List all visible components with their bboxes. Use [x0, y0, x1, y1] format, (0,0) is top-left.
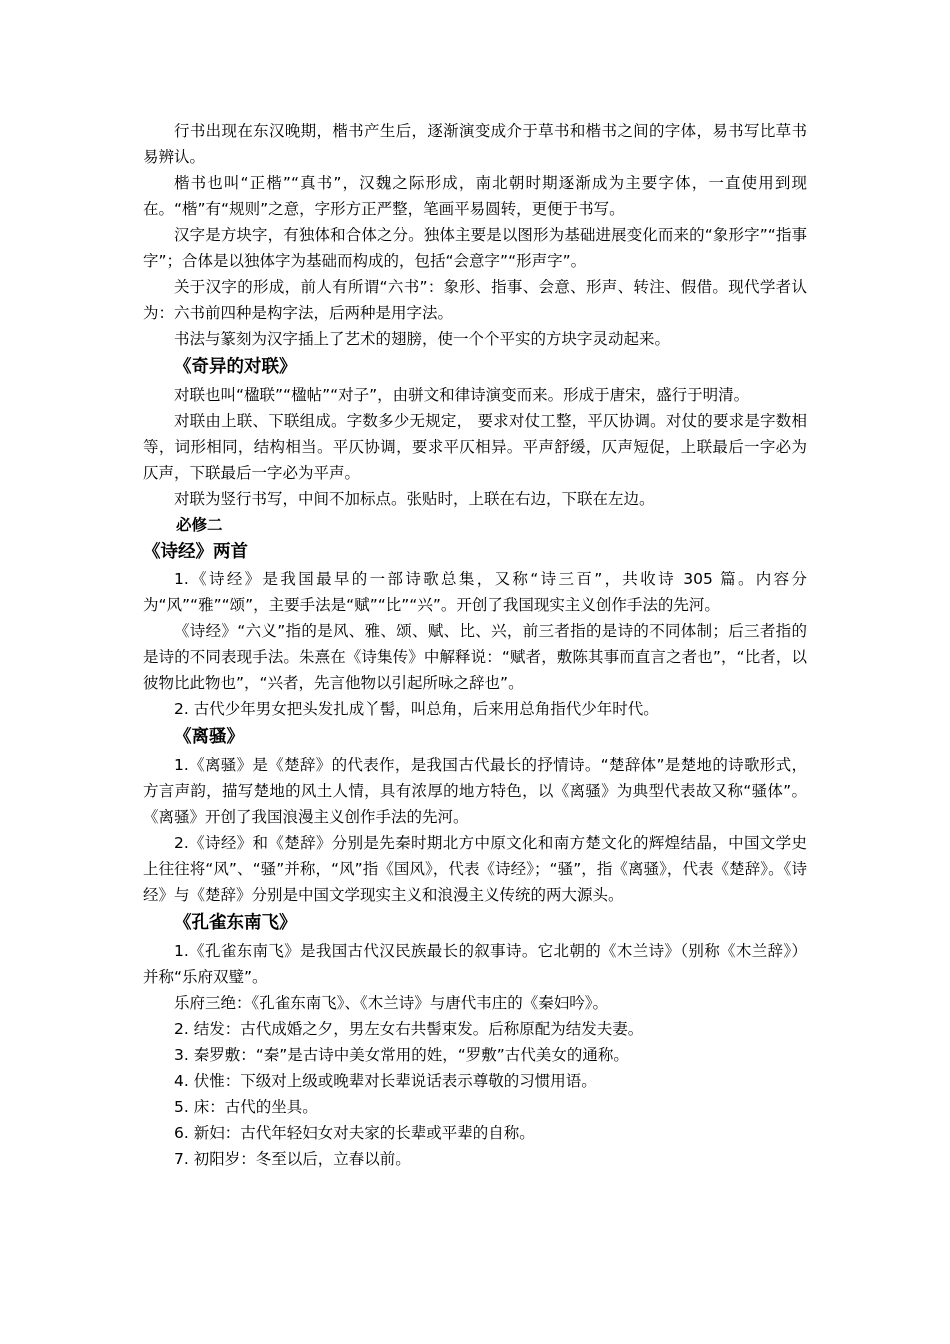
paragraph-fuwei: 4. 伏惟：下级对上级或晚辈对长辈说话表示尊敬的习惯用语。 [174, 1072, 597, 1090]
paragraph-duilian-writing: 对联为竖行书写，中间不加标点。张贴时，上联在右边，下联在左边。 [174, 490, 655, 508]
paragraph-jiefa: 2. 结发：古代成婚之夕，男左女右共髻束发。后称原配为结发夫妻。 [174, 1020, 644, 1038]
heading-bixiu-er: 必修二 [176, 516, 223, 534]
heading-kongque: 《孔雀东南飞》 [174, 913, 297, 933]
paragraph-xingshu: 行书出现在东汉晚期，楷书产生后，逐渐演变成介于草书和楷书之间的字体，易书写比草书易辨认。 [143, 122, 807, 166]
paragraph-duilian-rules: 对联由上联、下联组成。字数多少无规定， 要求对仗工整，平仄协调。对仗的要求是字数相等，词形相同，结构相当。平仄协调，要求平仄相异。平声舒缓，仄声短促，上联最后一字必为仄声，下联最后一字必为平声。 [143, 412, 807, 482]
paragraph-chuang: 5. 床：古代的坐具。 [174, 1098, 318, 1116]
heading-lisao: 《离骚》 [174, 727, 244, 747]
paragraph-lisao-2: 2.《诗经》和《楚辞》分别是先秦时期北方中原文化和南方楚文化的辉煌结晶，中国文学史上往往将“风”、“骚”并称，“风”指《国风》，代表《诗经》；“骚”，指《离骚》，代表《楚辞》。《诗经》与《楚辞》分别是中国文学现实主义和浪漫主义传统的两大源头。 [143, 834, 807, 904]
heading-shijing: 《诗经》两首 [143, 542, 248, 562]
paragraph-xinfu: 6. 新妇：古代年轻妇女对夫家的长辈或平辈的自称。 [174, 1124, 535, 1142]
paragraph-lisao-1: 1.《离骚》是《楚辞》的代表作，是我国古代最长的抒情诗。“楚辞体”是楚地的诗歌形式，方言声韵，描写楚地的风土人情，具有浓厚的地方特色，以《离骚》为典型代表故又称“骚体”。《离骚》开创了我国浪漫主义创作手法的先河。 [143, 756, 807, 826]
paragraph-duilian-def: 对联也叫“楹联”“楹帖”“对子”，由骈文和律诗演变而来。形成于唐宋，盛行于明清。 [174, 386, 750, 404]
paragraph-shijing-1: 1.《诗经》是我国最早的一部诗歌总集，又称“诗三百”，共收诗 305 篇。内容分为“风”“雅”“颂”，主要手法是“赋”“比”“兴”。开创了我国现实主义创作手法的先河。 [143, 570, 807, 614]
paragraph-fangkuaizi: 汉字是方块字，有独体和合体之分。独体主要是以图形为基础进展变化而来的“象形字”“指事字”；合体是以独体字为基础而构成的，包括“会意字”“形声字”。 [143, 226, 807, 270]
paragraph-shufa: 书法与篆刻为汉字插上了艺术的翅膀，使一个个平实的方块字灵动起来。 [174, 330, 671, 348]
paragraph-yuefu-sanjue: 乐府三绝：《孔雀东南飞》、《木兰诗》与唐代韦庄的《秦妇吟》。 [174, 994, 609, 1012]
paragraph-kaishu: 楷书也叫“正楷”“真书”，汉魏之际形成，南北朝时期逐渐成为主要字体，一直使用到现在。“楷”有“规则”之意，字形方正严整，笔画平易圆转，更便于书写。 [143, 174, 807, 218]
paragraph-chuyangsui: 7. 初阳岁：冬至以后，立春以前。 [174, 1150, 411, 1168]
heading-duilian: 《奇异的对联》 [174, 357, 297, 377]
paragraph-liushu: 关于汉字的形成，前人有所谓“六书”：象形、指事、会意、形声、转注、假借。现代学者认为：六书前四种是构字法，后两种是用字法。 [143, 278, 807, 322]
paragraph-liuyi: 《诗经》“六义”指的是风、雅、颂、赋、比、兴，前三者指的是诗的不同体制；后三者指的是诗的不同表现手法。朱熹在《诗集传》中解释说：“赋者，敷陈其事而直言之者也”，“比者，以彼物比此物也”，“兴者，先言他物以引起所咏之辞也”。 [143, 622, 807, 692]
paragraph-zongjiao: 2. 古代少年男女把头发扎成丫髻，叫总角，后来用总角指代少年时代。 [174, 700, 659, 718]
paragraph-kongque-1: 1.《孔雀东南飞》是我国古代汉民族最长的叙事诗。它北朝的《木兰诗》（别称《木兰辞》）并称“乐府双璧”。 [143, 942, 807, 986]
document-body [143, 118, 807, 1172]
paragraph-qinluofu: 3. 秦罗敷：“秦”是古诗中美女常用的姓，“罗敷”古代美女的通称。 [174, 1046, 629, 1064]
